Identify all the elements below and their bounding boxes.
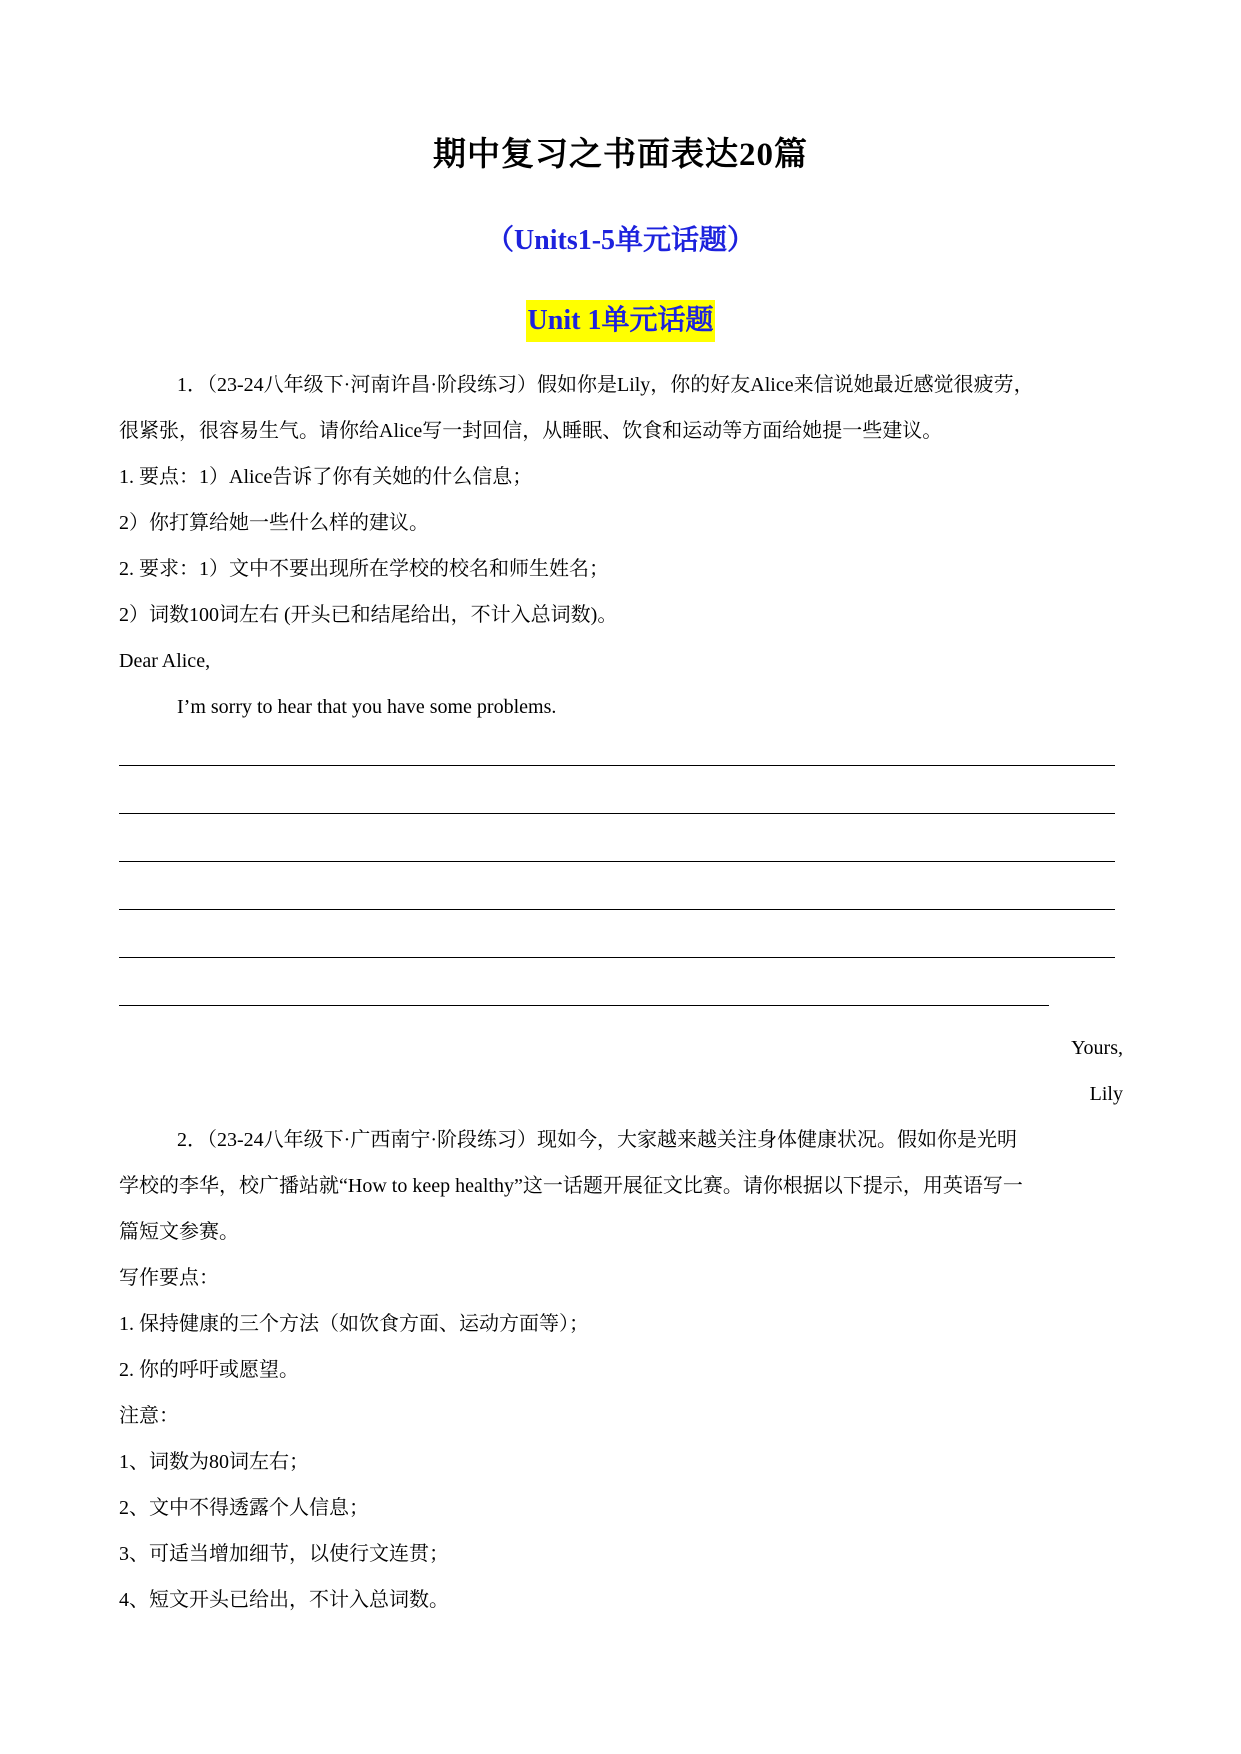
q1-point-2: 2）你打算给她一些什么样的建议。 [119, 512, 429, 534]
answer-line [119, 1005, 1049, 1006]
unit-heading: Unit 1单元话题 [526, 300, 716, 342]
q1-point-1: 1. 要点：1）Alice告诉了你有关她的什么信息； [119, 466, 533, 488]
page-subtitle: （Units1-5单元话题） [485, 225, 756, 256]
q2-points-title: 写作要点： [119, 1267, 219, 1289]
unit-heading-wrap [0, 300, 1241, 342]
answer-line [119, 765, 1115, 766]
q2-note-3: 3、可适当增加细节，以使行文连贯； [119, 1543, 449, 1565]
q2-notes-title: 注意： [119, 1405, 179, 1427]
q1-greeting: Dear Alice, [119, 650, 211, 672]
q2-prompt-line-3: 篇短文参赛。 [119, 1221, 239, 1243]
q1-signature: Lily [1089, 1083, 1123, 1105]
q1-prompt-line-2: 很紧张，很容易生气。请你给Alice写一封回信，从睡眠、饮食和运动等方面给她提一些建议。 [119, 420, 943, 442]
answer-line [119, 957, 1115, 958]
page-title: 期中复习之书面表达20篇 [433, 137, 808, 173]
q1-closing: Yours, [1071, 1037, 1123, 1059]
q1-requirement-2: 2）词数100词左右 (开头已和结尾给出，不计入总词数)。 [119, 604, 618, 626]
q2-prompt-line-1: 2．（23-24八年级下·广西南宁·阶段练习）现如今，大家越来越关注身体健康状况。假如你是光明 [177, 1129, 1017, 1151]
q2-prompt-line-2: 学校的李华，校广播站就“How to keep healthy”这一话题开展征文比赛。请你根据以下提示，用英语写一 [119, 1175, 1023, 1197]
q1-prompt-line-1: 1．（23-24八年级下·河南许昌·阶段练习）假如你是Lily，你的好友Alice来信说她最近感觉很疲劳， [177, 374, 1034, 396]
answer-line [119, 813, 1115, 814]
q2-point-1: 1. 保持健康的三个方法（如饮食方面、运动方面等）； [119, 1313, 589, 1335]
q2-note-4: 4、短文开头已给出，不计入总词数。 [119, 1589, 449, 1611]
answer-line [119, 861, 1115, 862]
q1-opening-sentence: I’m sorry to hear that you have some problems. [177, 696, 557, 718]
q1-requirement-1: 2. 要求：1）文中不要出现所在学校的校名和师生姓名； [119, 558, 609, 580]
q2-note-1: 1、词数为80词左右； [119, 1451, 309, 1473]
q2-note-2: 2、文中不得透露个人信息； [119, 1497, 369, 1519]
q2-point-2: 2. 你的呼吁或愿望。 [119, 1359, 299, 1381]
answer-line [119, 909, 1115, 910]
